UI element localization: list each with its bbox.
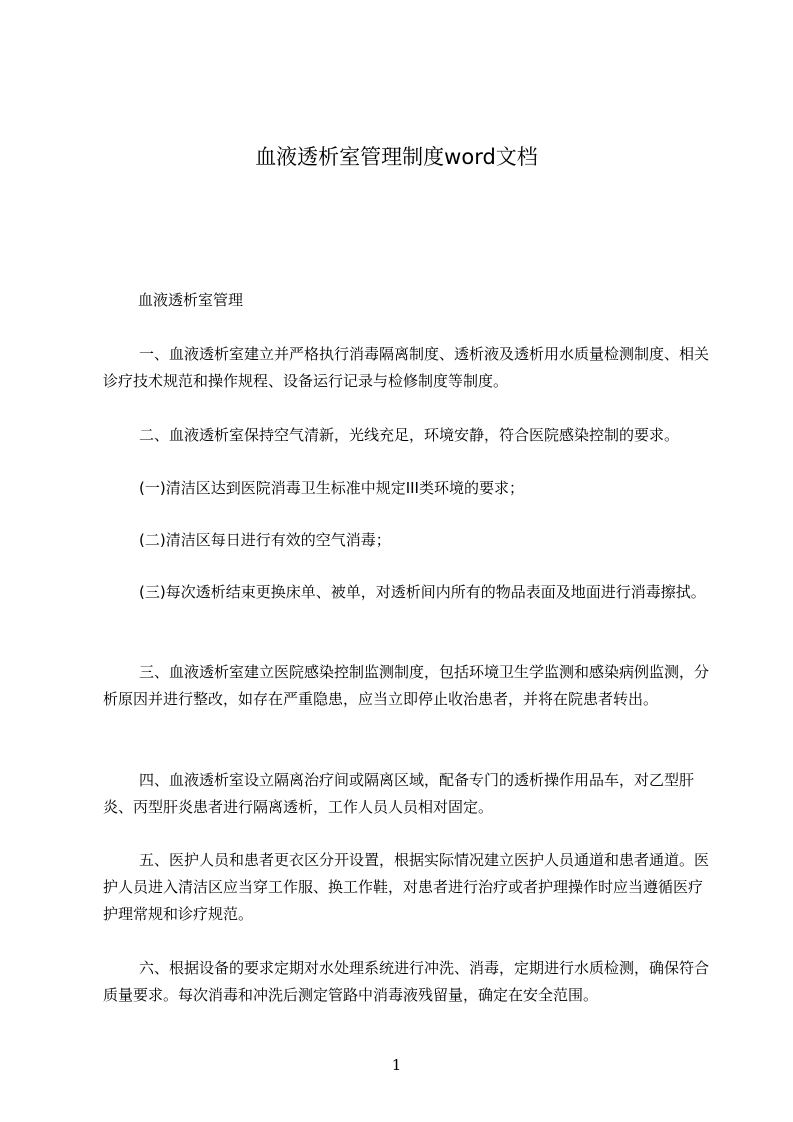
paragraph-9: 六、根据设备的要求定期对水处理系统进行冲洗、消毒，定期进行水质检测，确保符合质量要求。每次消毒和冲洗后测定管路中消毒液残留量，确定在安全范围。 <box>103 959 710 1004</box>
paragraph-6: 三、血液透析室建立医院感染控制监测制度，包括环境卫生学监测和感染病例监测，分析原因并进行整改，如存在严重隐患，应当立即停止收治患者，并将在院患者转出。 <box>103 663 710 708</box>
paragraph-7: 四、血液透析室设立隔离治疗间或隔离区域，配备专门的透析操作用品车，对乙型肝炎、丙型肝炎患者进行隔离透析，工作人员人员相对固定。 <box>103 771 695 816</box>
document-title: 血液透析室管理制度word文档 <box>255 145 538 169</box>
section-heading: 血液透析室管理 <box>138 291 244 309</box>
paragraph-5: (三)每次透析结束更换床单、被单，对透析间内所有的物品表面及地面进行消毒擦拭。 <box>139 583 706 601</box>
paragraph-8: 五、医护人员和患者更衣区分开设置，根据实际情况建立医护人员通道和患者通道。医护人员进入清洁区应当穿工作服、换工作鞋，对患者进行治疗或者护理操作时应当遵循医疗护理常规和诊疗规范。 <box>103 851 710 923</box>
paragraph-3: (一)清洁区达到医院消毒卫生标准中规定III类环境的要求； <box>139 479 524 497</box>
paragraph-2: 二、血液透析室保持空气清新，光线充足，环境安静，符合医院感染控制的要求。 <box>139 426 680 444</box>
paragraph-1: 一、血液透析室建立并严格执行消毒隔离制度、透析液及透析用水质量检测制度、相关诊疗技术规范和操作规程、设备运行记录与检修制度等制度。 <box>103 345 710 390</box>
page-number: 1 <box>391 1056 402 1074</box>
paragraph-4: (二)清洁区每日进行有效的空气消毒； <box>139 531 391 549</box>
